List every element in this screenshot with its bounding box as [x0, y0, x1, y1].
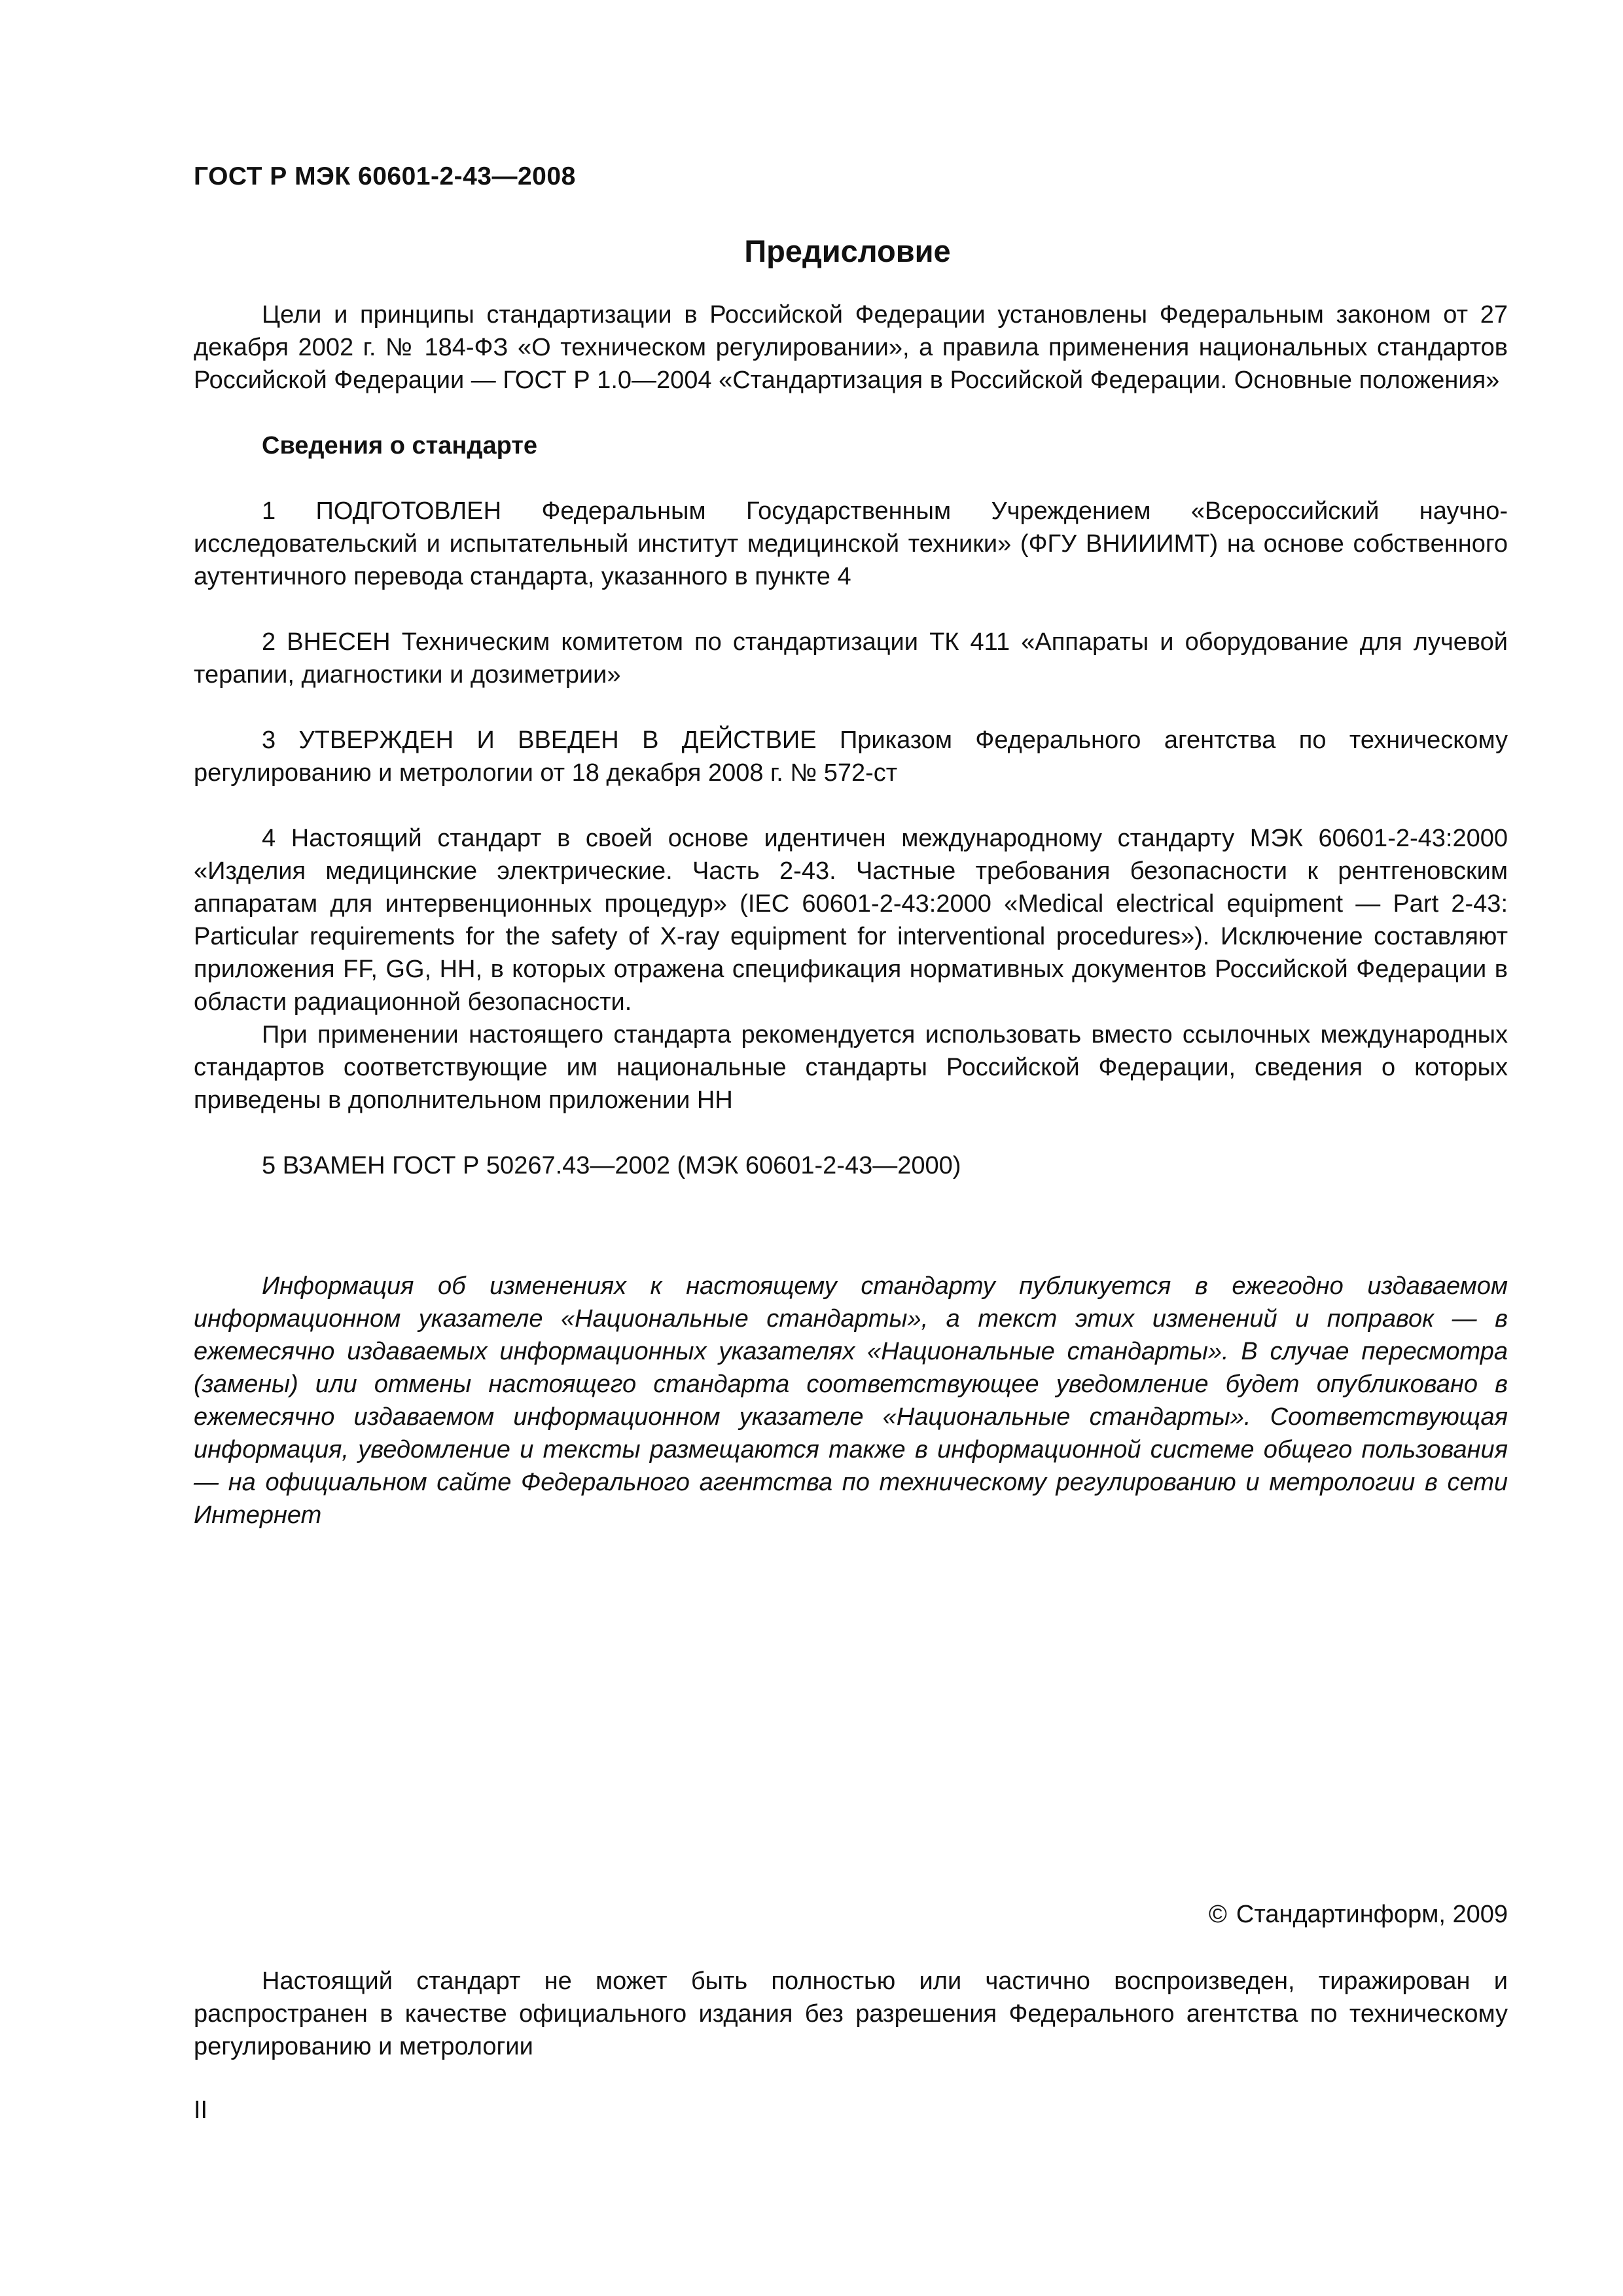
reproduction-notice-text: Настоящий стандарт не может быть полностью или частично воспроизведен, тиражирован и распространен в качестве официального издания без разрешения Федерального агентства по техническому регулированию и метрологии [194, 1967, 1508, 2060]
standard-info-item-3: 3 УТВЕРЖДЕН И ВВЕДЕН В ДЕЙСТВИЕ Приказом Федерального агентства по техническому регулированию и метрологии от 18 декабря 2008 г. № 572-ст [194, 726, 1508, 787]
standard-info-item-5: 5 ВЗАМЕН ГОСТ Р 50267.43—2002 (МЭК 60601-2-43—2000) [262, 1152, 961, 1179]
standard-info-item-4: 4 Настоящий стандарт в своей основе идентичен международному стандарту МЭК 60601-2-43:2000 «Изделия медицинские электрические. Часть 2-43. Частные требования безопасности к рентгеновским аппаратам для интервенционных процедур» (IEC 60601-2-43:2000 «Medical electrical equipment — Part 2-43: Particular requirements for the safety of X-ray equipment for interventional procedures»). Исключение составляют приложения FF, GG, HH, в которых отражена спецификация нормативных документов Российской Федерации в области радиационной безопасности. [194, 825, 1508, 1016]
standard-info-item-2: 2 ВНЕСЕН Техническим комитетом по стандартизации ТК 411 «Аппараты и оборудование для лучевой терапии, диагностики и дозиметрии» [194, 628, 1508, 689]
standard-info-item-4-continuation: При применении настоящего стандарта рекомендуется использовать вместо ссылочных международных стандартов соответствующие им национальные стандарты Российской Федерации, сведения о которых приведены в дополнительном приложении HH [194, 1021, 1508, 1114]
foreword-body [194, 298, 1508, 1532]
reproduction-notice [194, 1965, 1508, 2063]
foreword-title: Предисловие [744, 234, 951, 268]
document-code-header: ГОСТ Р МЭК 60601-2-43—2008 [194, 162, 576, 190]
changes-info-paragraph: Информация об изменениях к настоящему стандарту публикуется в ежегодно издаваемом информационном указателе «Национальные стандарты», а текст этих изменений и поправок — в ежемесячно издаваемых информационных указателях «Национальные стандарты». В случае пересмотра (замены) или отмены настоящего стандарта соответствующее уведомление будет опубликовано в ежемесячно издаваемом информационном указателе «Национальные стандарты». Соответствующая информация, уведомление и тексты размещаются также в информационной системе общего пользования — на официальном сайте Федерального агентства по техническому регулированию и метрологии в сети Интернет [194, 1272, 1508, 1529]
copyright-text: Стандартинформ, 2009 [1236, 1901, 1508, 1928]
standard-info-item-1: 1 ПОДГОТОВЛЕН Федеральным Государственным Учреждением «Всероссийский научно-исследовательский и испытательный институт медицинской техники» (ФГУ ВНИИИМТ) на основе собственного аутентичного перевода стандарта, указанного в пункте 4 [194, 497, 1508, 590]
page-number: II [194, 2096, 208, 2124]
copyright-symbol: © [1208, 1901, 1227, 1928]
foreword-intro-paragraph: Цели и принципы стандартизации в Российской Федерации установлены Федеральным законом от 27 декабря 2002 г. № 184-ФЗ «О техническом регулировании», а правила применения национальных стандартов Российской Федерации — ГОСТ Р 1.0—2004 «Стандартизация в Российской Федерации. Основные положения» [194, 301, 1508, 394]
standard-info-heading: Сведения о стандарте [262, 432, 538, 459]
copyright-line [1209, 1898, 1508, 1931]
